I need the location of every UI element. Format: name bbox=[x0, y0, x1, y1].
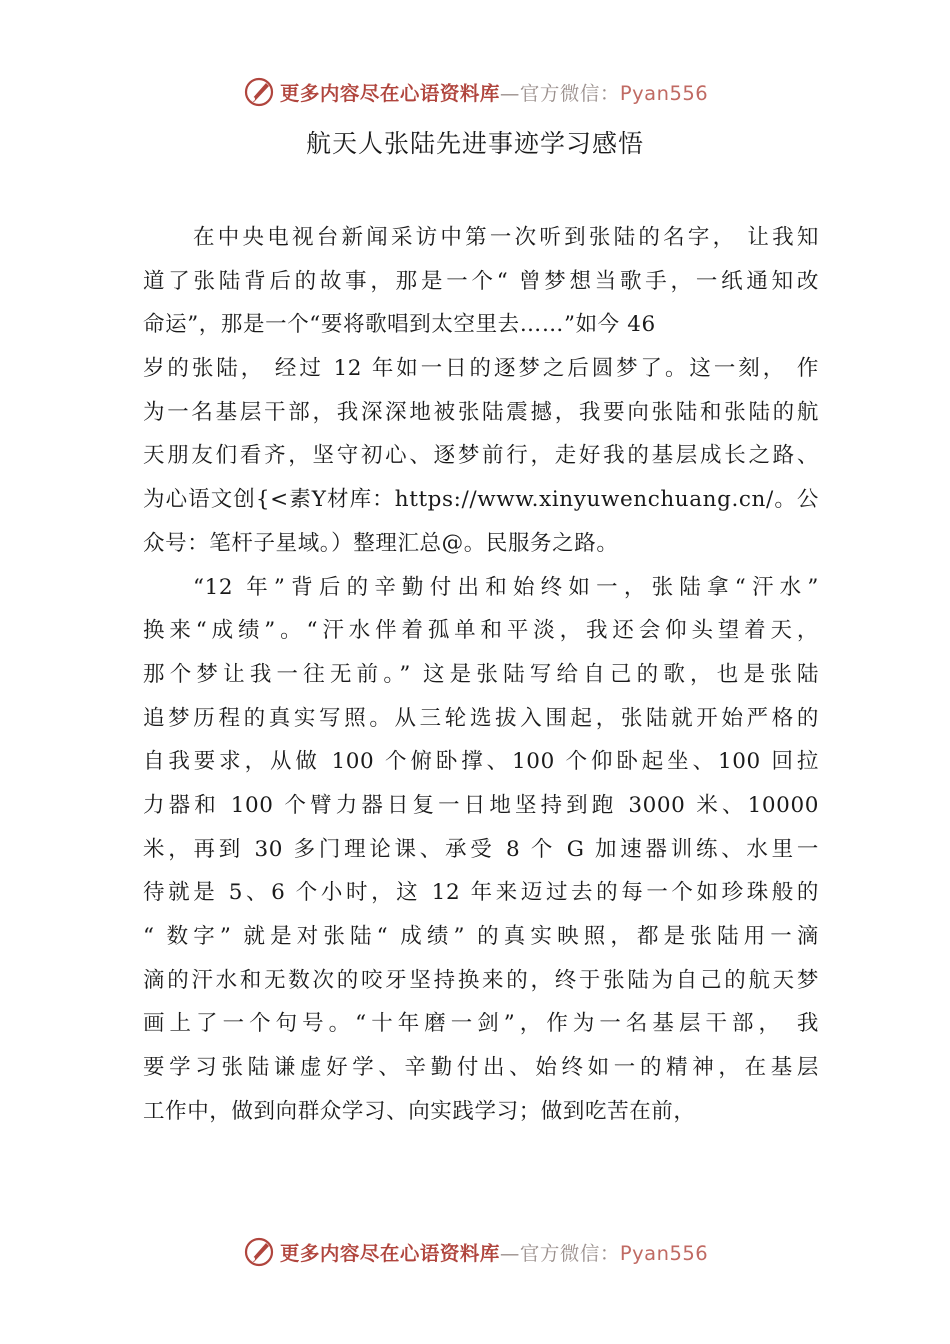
banner-id-text: Pyan556 bbox=[619, 82, 709, 105]
body-text-line: 道了张陆背后的故事，那是一个“ 曾梦想当歌手，一纸通知改 bbox=[143, 268, 819, 294]
body-text-line: 力器和 100 个臂力器日复一日地坚持到跑 3000 米、10000 bbox=[143, 792, 819, 818]
body-text-line: 岁的张陆， 经过 12 年如一日的逐梦之后圆梦了。这一刻， 作 bbox=[143, 356, 819, 382]
body-text-line: 追梦历程的真实写照。从三轮选拔入围起，张陆就开始严格的 bbox=[143, 705, 819, 731]
footer-banner bbox=[0, 1232, 950, 1272]
body-text-line: “ 数字” 就是对张陆“ 成绩” 的真实映照，都是张陆用一滴 bbox=[143, 924, 819, 949]
banner-id-text: Pyan556 bbox=[619, 1242, 709, 1265]
body-text-line: 要学习张陆谦虚好学、辛勤付出、始终如一的精神，在基层 bbox=[143, 1055, 819, 1081]
pen-nib-circle-logo-icon bbox=[242, 1235, 276, 1269]
header-banner bbox=[0, 72, 950, 112]
body-text-line: 众号：笔杆子星域。）整理汇总@。民服务之路。 bbox=[143, 530, 619, 556]
document-body bbox=[143, 216, 819, 1133]
body-text-line: 为心语文创{<素Y材库：https://www.xinyuwenchuang.cn/。公 bbox=[143, 487, 819, 513]
banner-red-text: 更多内容尽在心语资料库 bbox=[279, 82, 500, 105]
body-text-line: “12 年”背后的辛勤付出和始终如一，张陆拿“汗水” bbox=[193, 574, 819, 600]
body-text-line: 米，再到 30 多门理论课、承受 8 个 G 加速器训练、水里一 bbox=[143, 836, 819, 862]
pen-nib-circle-logo-icon bbox=[242, 75, 276, 109]
banner-red-text: 更多内容尽在心语资料库 bbox=[279, 1242, 500, 1265]
body-text-line: 天朋友们看齐，坚守初心、逐梦前行，走好我的基层成长之路、 bbox=[143, 443, 819, 469]
body-text-line: 那个梦让我一往无前。” 这是张陆写给自己的歌，也是张陆 bbox=[143, 661, 819, 687]
body-text-line: 待就是 5、6 个小时，这 12 年来迈过去的每一个如珍珠般的 bbox=[143, 880, 819, 906]
body-text-line: 自我要求，从做 100 个俯卧撑、100 个仰卧起坐、100 回拉 bbox=[143, 749, 819, 775]
banner-text bbox=[280, 1238, 708, 1266]
banner-dash: — bbox=[499, 1242, 520, 1265]
body-text-line: 滴的汗水和无数次的咬牙坚持换来的，终于张陆为自己的航天梦 bbox=[143, 967, 819, 993]
banner-text bbox=[280, 78, 708, 106]
body-text-line: 换来“成绩”。“汗水伴着孤单和平淡，我还会仰头望着天， bbox=[143, 618, 819, 644]
body-text-line: 工作中，做到向群众学习、向实践学习；做到吃苦在前， bbox=[143, 1098, 696, 1124]
body-text-line: 为一名基层干部，我深深地被张陆震撼，我要向张陆和张陆的航 bbox=[143, 399, 819, 425]
body-text-line: 画上了一个句号。“十年磨一剑”，作为一名基层干部， 我 bbox=[143, 1011, 819, 1037]
body-text-line: 在中央电视台新闻采访中第一次听到张陆的名字， 让我知 bbox=[193, 225, 819, 250]
document-title: 航天人张陆先进事迹学习感悟 bbox=[305, 129, 644, 158]
banner-gray-text: 官方微信： bbox=[519, 82, 620, 105]
banner-gray-text: 官方微信： bbox=[519, 1242, 620, 1265]
body-text-line: 命运”，那是一个“要将歌唱到太空里去……”如今 46 bbox=[143, 312, 656, 338]
banner-dash: — bbox=[499, 82, 520, 105]
